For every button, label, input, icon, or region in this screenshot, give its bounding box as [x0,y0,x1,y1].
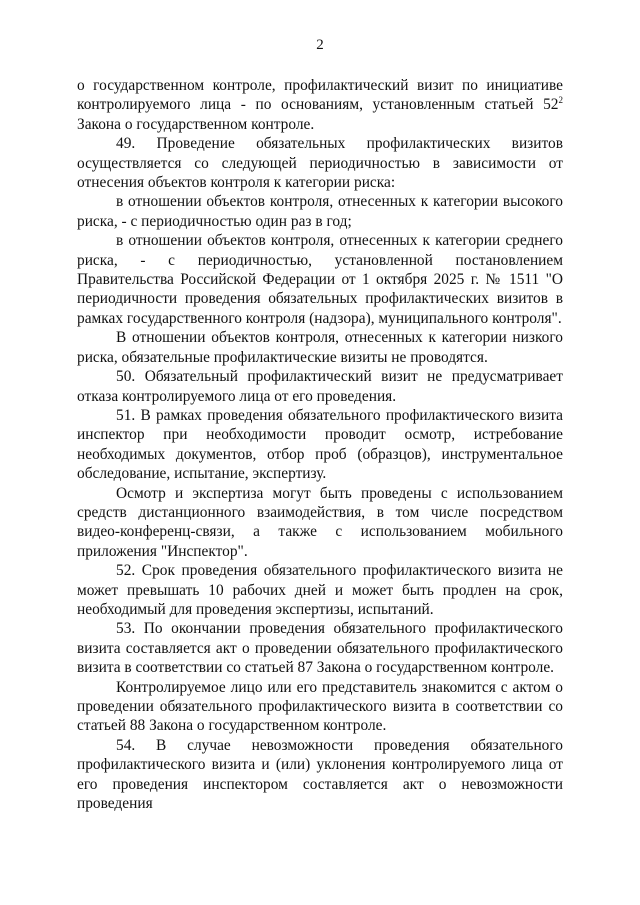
paragraph-item-49: 49. Проведение обязательных профилактических визитов осуществляется со следующей периодичностью в зависимости от отнесения объектов контроля к категории риска: [77,135,563,192]
paragraph-act-familiarization: Контролируемое лицо или его представитель знакомится с актом о проведении обязательного профилактического визита в соответствии со статьей 88 Закона о государственном контроле. [77,678,563,735]
paragraph-text: о государственном контроле, профилактический визит по инициативе контролируемого лица - по основаниям, установленным статьей 52 [77,77,563,114]
paragraph-text-tail: Закона о государственном контроле. [77,115,315,133]
superscript-reference: 2 [558,95,563,106]
paragraph-continuation [77,76,563,134]
paragraph-high-risk: в отношении объектов контроля, отнесенных к категории высокого риска, - с периодичностью один раз в год; [77,193,563,230]
paragraph-item-51: 51. В рамках проведения обязательного профилактического визита инспектор при необходимости проводит осмотр, истребование необходимых документов, отбор проб (образцов), инструментальное обследование, испытание, экспертизу. [77,406,563,483]
paragraph-medium-risk: в отношении объектов контроля, отнесенных к категории среднего риска, - с периодичностью, установленной постановлением Правительства Российской Федерации от 1 октября 2025 г. № 1511 "О периодичности проведения обязательных профилактических визитов в рамках государственного контроля (надзора), муниципального контроля". [77,232,563,327]
page-number: 2 [316,37,324,53]
paragraph-low-risk: В отношении объектов контроля, отнесенных к категории низкого риска, обязательные профилактические визиты не проводятся. [77,329,563,366]
paragraph-item-54: 54. В случае невозможности проведения обязательного профилактического визита и (или) уклонения контролируемого лица от его проведения инспектором составляется акт о невозможности проведения [77,736,563,813]
paragraph-item-52: 52. Срок проведения обязательного профилактического визита не может превышать 10 рабочих дней и может быть продлен на срок, необходимый для проведения экспертизы, испытаний. [77,562,563,618]
document-body [77,76,563,813]
paragraph-item-53: 53. По окончании проведения обязательного профилактического визита составляется акт о проведении обязательного профилактического визита в соответствии со статьей 87 Закона о государственном контроле. [77,620,563,677]
paragraph-item-50: 50. Обязательный профилактический визит не предусматривает отказа контролируемого лица от его проведения. [77,368,563,405]
paragraph-remote-inspection: Осмотр и экспертиза могут быть проведены с использованием средств дистанционного взаимодействия, в том числе посредством видео-конференц-связи, а также с использованием мобильного приложения "Инспектор". [77,484,563,560]
